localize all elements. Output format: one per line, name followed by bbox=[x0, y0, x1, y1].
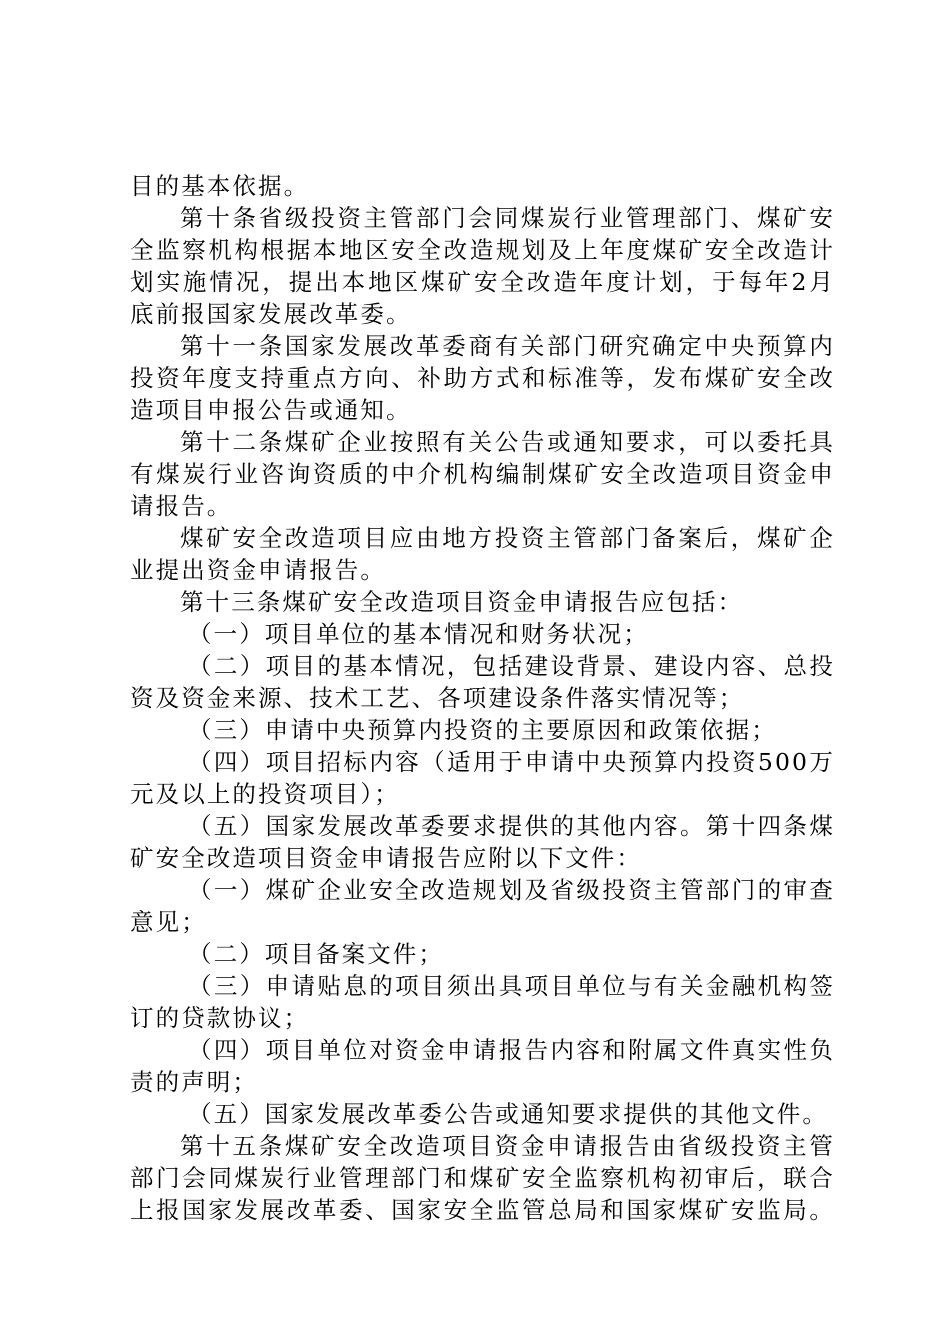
text-line: 请报告。 bbox=[130, 492, 233, 520]
text-line: 全监察机构根据本地区安全改造规划及上年度煤矿安全改造计 bbox=[130, 236, 835, 264]
list-item: （五）国家发展改革委公告或通知要求提供的其他文件。 bbox=[188, 1100, 828, 1128]
text-line: 划实施情况，提出本地区煤矿安全改造年度计划，于每年2月 bbox=[130, 268, 835, 296]
list-item: （四）项目招标内容（适用于申请中央预算内投资500万 bbox=[188, 748, 835, 776]
text-line: 元及以上的投资项目）； bbox=[130, 780, 400, 808]
text-line: 资及资金来源、技术工艺、各项建设条件落实情况等； bbox=[130, 684, 745, 712]
text-line: 第十条省级投资主管部门会同煤炭行业管理部门、煤矿安 bbox=[180, 204, 835, 232]
list-item: （三）申请贴息的项目须出具项目单位与有关金融机构签 bbox=[188, 972, 835, 1000]
text-line: 矿安全改造项目资金申请报告应附以下文件： bbox=[130, 844, 642, 872]
list-item: （二）项目的基本情况，包括建设背景、建设内容、总投 bbox=[188, 652, 835, 680]
list-item: （一）煤矿企业安全改造规划及省级投资主管部门的审查 bbox=[188, 876, 835, 904]
text-line: 业提出资金申请报告。 bbox=[130, 556, 386, 584]
list-item: （四）项目单位对资金申请报告内容和附属文件真实性负 bbox=[188, 1036, 835, 1064]
text-line: 上报国家发展改革委、国家安全监管总局和国家煤矿安监局。 bbox=[130, 1196, 835, 1224]
text-line: 意见； bbox=[130, 908, 207, 936]
text-line: 第十一条国家发展改革委商有关部门研究确定中央预算内 bbox=[180, 332, 835, 360]
text-line: 第十二条煤矿企业按照有关公告或通知要求，可以委托具 bbox=[180, 428, 835, 456]
text-line: 造项目申报公告或通知。 bbox=[130, 396, 412, 424]
list-item: （五）国家发展改革委要求提供的其他内容。第十四条煤 bbox=[188, 812, 835, 840]
text-line: 部门会同煤炭行业管理部门和煤矿安全监察机构初审后，联合 bbox=[130, 1164, 835, 1192]
list-item: （一）项目单位的基本情况和财务状况； bbox=[188, 620, 649, 648]
list-item: （三）申请中央预算内投资的主要原因和政策依据； bbox=[188, 716, 777, 744]
text-line: 有煤炭行业咨询资质的中介机构编制煤矿安全改造项目资金申 bbox=[130, 460, 835, 488]
text-line: 目的基本依据。 bbox=[130, 172, 310, 200]
text-line: 第十三条煤矿安全改造项目资金申请报告应包括： bbox=[180, 588, 744, 616]
text-line: 第十五条煤矿安全改造项目资金申请报告由省级投资主管 bbox=[180, 1132, 835, 1160]
text-line: 煤矿安全改造项目应由地方投资主管部门备案后，煤矿企 bbox=[180, 524, 835, 552]
text-line: 投资年度支持重点方向、补助方式和标准等，发布煤矿安全改 bbox=[130, 364, 835, 392]
list-item: （二）项目备案文件； bbox=[188, 940, 444, 968]
document-body bbox=[130, 170, 835, 1226]
text-line: 订的贷款协议； bbox=[130, 1004, 310, 1032]
text-line: 底前报国家发展改革委。 bbox=[130, 300, 412, 328]
text-line: 责的声明； bbox=[130, 1068, 258, 1096]
